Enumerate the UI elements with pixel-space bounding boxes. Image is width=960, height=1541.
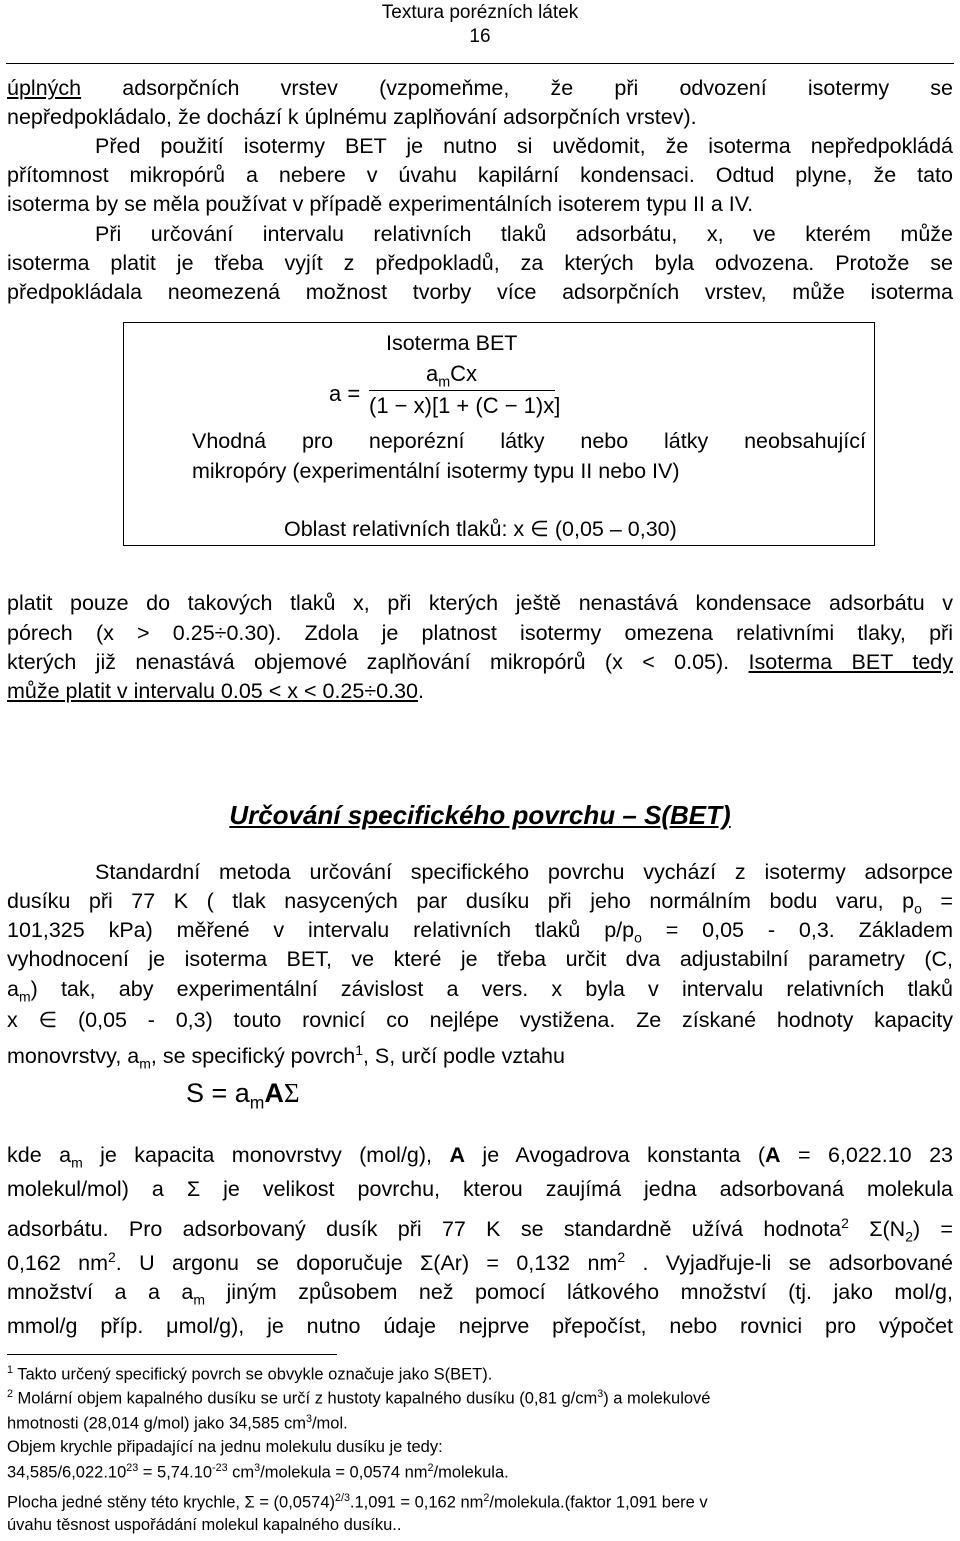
- para4-line4: 0,162 $nm^2$. U argonu se doporučuje Σ(Ar) = 0,132 $nm^2$ . Vyjadřuje-li se adsorbované: [7, 1249, 953, 1276]
- box-description-line2: mikropóry (experimentální isotermy typu II nebo IV): [192, 459, 680, 483]
- underlined-word: úplných: [7, 76, 82, 100]
- para3-line5: $a_m$) tak, aby experimentální závislost a vers. x byla v intervalu relativních tlaků: [7, 977, 953, 1005]
- para4-line6: mmol/g příp. μmol/g), je nutno údaje nejprve přepočíst, nebo rovnici pro výpočet: [7, 1314, 953, 1338]
- para2-line3: kterých již nenastává objemové zaplňování mikropórů (x < 0.05). Isoterma BET tedy: [7, 650, 954, 674]
- footnote-2-line4: $34,585/6,022.10^{23} = 5,74.10^{-23}$ $cm^3$/molekula = 0,0574 $nm^2$/molekula.: [7, 1462, 509, 1482]
- para1-line2: nepředpokládalo, že dochází k úplnému zaplňování adsorpčních vrstev).: [7, 105, 697, 129]
- fraction-bar: [369, 390, 555, 391]
- para1-line1: úplných adsorpčních vrstev (vzpomeňme, že při odvození isotermy se: [7, 76, 953, 100]
- para2-line4: může platit v intervalu 0.05 < x < 0.25÷0.30.: [7, 679, 424, 703]
- footnote-1: $^1$ Takto určený specifický povrch se obvykle označuje jako S(BET).: [7, 1364, 493, 1384]
- bet-isotherm-box: [123, 322, 875, 546]
- para3-line6: x ∈ (0,05 - 0,3) touto rovnicí co nejlépe vystižena. Ze získané hodnoty kapacity: [7, 1008, 953, 1032]
- para1-line8: předpokládala neomezená možnost tvorby více adsorpčních vrstev, může isoterma: [7, 280, 953, 304]
- equation-numerator: $a_mCx$: [426, 361, 478, 391]
- para1-line3: Před použití isotermy BET je nutno si uvědomit, že isoterma nepředpokládá: [95, 134, 953, 158]
- footnote-2-line5: Plocha jedné stěny této krychle, $\Sigma = (0,0574)^{2/3}.1,091 = 0,162$ $nm^2/molekula.(faktor$ 1,091 bere v: [7, 1492, 708, 1512]
- equation-lhs: a =: [329, 381, 361, 406]
- surface-area-formula: $S = a_mA\Sigma$: [186, 1078, 300, 1113]
- footnote-rule: [7, 1354, 337, 1355]
- footnote-2-line3: Objem krychle připadající na jednu molekulu dusíku je tedy:: [7, 1438, 443, 1456]
- para4-line3: adsorbátu. Pro adsorbovaný dusík při 77 K se standardně užívá hodnota$^2$ $\Sigma(N_2)$ =: [7, 1215, 953, 1245]
- para1-line5: isoterma by se měla používat v případě experimentálních isoterem typu II a IV.: [7, 192, 754, 216]
- para1-line7: isoterma platit je třeba vyjít z předpokladů, za kterých byla odvozena. Protože se: [7, 251, 953, 275]
- para3-line1: Standardní metoda určování specifického povrchu vychází z isotermy adsorpce: [95, 860, 953, 884]
- para1-line6: Při určování intervalu relativních tlaků adsorbátu, x, ve kterém může: [95, 222, 953, 246]
- para3-line3: 101,325 kPa) měřené v intervalu relativních tlaků $p/p_o = 0,05 - 0,3$. Základem: [7, 918, 954, 946]
- running-header-title: Textura porézních látek: [381, 2, 579, 23]
- footnote-2-line1: $^2$ Molární objem kapalného dusíku se určí z hustoty kapalného dusíku (0,81 $g/cm^3$) a molekulové: [7, 1388, 711, 1408]
- footnote-2-line6: úvahu těsnost uspořádání molekul kapalného dusíku..: [7, 1516, 402, 1534]
- para3-line7: monovrstvy, $a_m$, se specifický povrch$^1$, S, určí podle vztahu: [7, 1042, 565, 1072]
- box-title: Isoterma BET: [386, 331, 518, 355]
- page-number: 16: [469, 26, 491, 47]
- para2-line2: pórech (x > 0.25÷0.30). Zdola je platnost isotermy omezena relativními tlaky, při: [7, 621, 953, 645]
- para4-line5: množství a a $a_m$ jiným způsobem než pomocí látkového množství (tj. jako mol/g,: [7, 1280, 953, 1308]
- para3-line4: vyhodnocení je isoterma BET, ve které je třeba určit dva adjustabilní parametry (C,: [7, 947, 953, 971]
- equation-denominator: (1 − x)[1 + (C − 1)x]: [369, 393, 561, 418]
- para1-line4: přítomnost mikropórů a nebere v úvahu kapilární kondensaci. Odtud plyne, že tato: [7, 163, 953, 187]
- para2-line1: platit pouze do takových tlaků x, při kterých ještě nenastává kondensace adsorbátu v: [7, 591, 953, 615]
- para4-line1: kde $a_m$ je kapacita monovrstvy (mol/g), A je Avogadrova konstanta (A = 6,022.10 23: [7, 1143, 953, 1171]
- pressure-range: Oblast relativních tlaků: x ∈ (0,05 – 0,30): [284, 517, 677, 541]
- header-rule: [6, 63, 954, 64]
- box-description-line1: Vhodná pro neporézní látky nebo látky neobsahující: [192, 429, 866, 453]
- para4-line2: molekul/mol) a Σ je velikost povrchu, kterou zaujímá jedna adsorbovaná molekula: [7, 1177, 953, 1201]
- footnote-2-line2: hmotnosti (28,014 g/mol) jako 34,585 $cm^3$/mol.: [7, 1413, 348, 1433]
- section-heading: Určování specifického povrchu – S(BET): [229, 800, 731, 830]
- para3-line2: dusíku při 77 K ( tlak nasycených par dusíku při jeho normálním bodu varu, $p_o$ =: [7, 889, 953, 917]
